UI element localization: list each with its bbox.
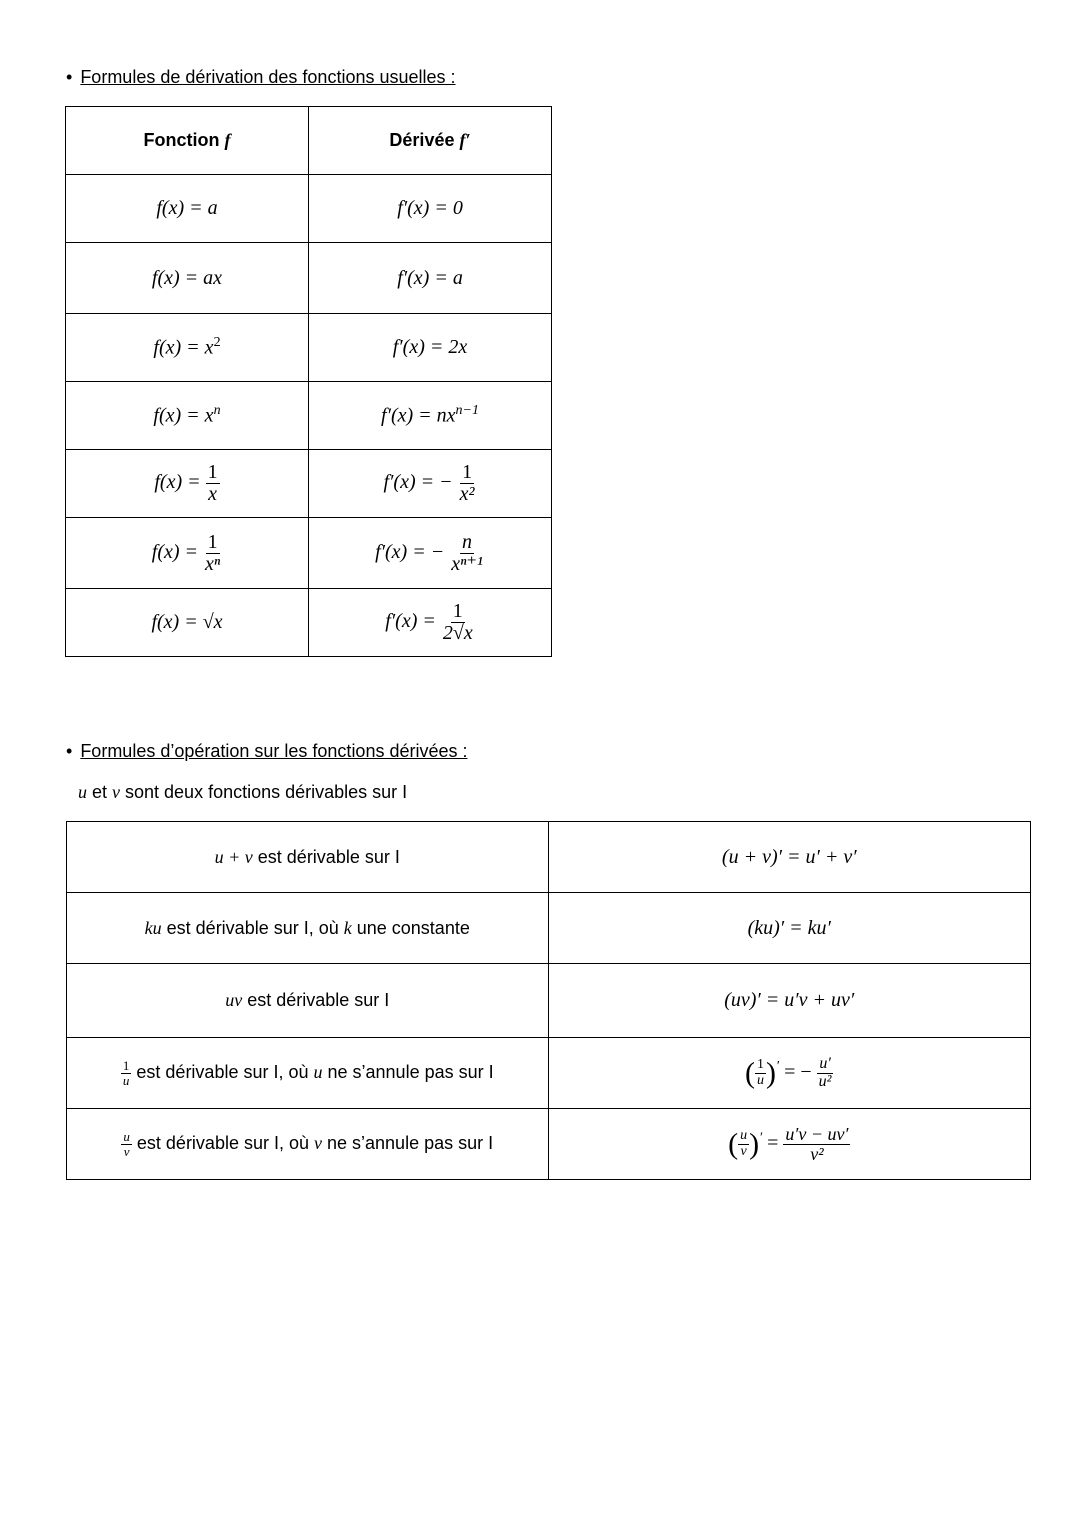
condition-text: est dérivable sur I: [252, 846, 400, 867]
derivative-cell: f′(x) = 2x: [309, 314, 552, 382]
bullet: •: [66, 741, 73, 761]
numerator: 1: [122, 1057, 130, 1073]
intro-rest: sont deux fonctions dérivables sur I: [120, 782, 408, 802]
function-cell: f(x) = ax: [66, 243, 309, 314]
header-function-var: f: [224, 130, 231, 150]
fraction: [738, 1129, 749, 1159]
derivative-operations-table: [66, 821, 1031, 1180]
formula-cell: ( $\frac{1}{u}$ )′ = − $\frac{u'}{\text{u²}}$: [548, 1038, 1030, 1109]
formula-cell: ( $\frac{u}{v}$ )′ = $\frac{u'v - uv'}{\text{v²}}$: [548, 1109, 1030, 1180]
table-row: [67, 1109, 1031, 1180]
bullet: •: [66, 67, 73, 87]
table-row: [66, 243, 552, 314]
condition-cell: [67, 1038, 549, 1109]
condition-cell: [67, 964, 549, 1038]
denominator: v: [123, 1143, 130, 1159]
function-lhs: f(x) =: [154, 471, 201, 494]
math-expr: k: [343, 917, 352, 938]
formula-cell: (u + v)′ = u′ + v′: [548, 822, 1030, 893]
function-cell: f(x) = a: [66, 175, 309, 243]
math-expr: v: [314, 1132, 322, 1153]
numerator: u′: [819, 1054, 831, 1072]
denominator: u: [122, 1072, 130, 1088]
denominator: x²: [459, 483, 475, 505]
fraction: [203, 532, 222, 575]
denominator: v²: [810, 1143, 824, 1164]
numerator: u′v − uv′: [785, 1123, 849, 1144]
fraction: [458, 462, 477, 505]
condition-text: une constante: [351, 917, 470, 938]
denominator: v: [740, 1143, 747, 1159]
numerator: n: [462, 530, 473, 553]
header-function: [66, 107, 309, 175]
derivative-lhs: f′(x) = −: [383, 471, 453, 494]
function-cell: [66, 450, 309, 518]
header-function-label: Fonction: [143, 130, 220, 150]
function-cell: [66, 314, 309, 382]
table-row: [66, 518, 552, 589]
numerator: 1: [207, 530, 218, 553]
fraction: [121, 1059, 132, 1087]
section-heading-derivative-operations: [66, 741, 468, 762]
exponent: n: [213, 403, 221, 419]
denominator: xⁿ: [205, 552, 221, 575]
table-row: [66, 314, 552, 382]
condition-cell: [67, 1109, 549, 1180]
condition-cell: [67, 893, 549, 964]
function-lhs: f(x) =: [151, 540, 199, 563]
condition-text: ne s’annule pas sur I: [322, 1061, 494, 1082]
intro-sentence: [78, 782, 407, 803]
table-row: [66, 450, 552, 518]
derivative-cell: f′(x) = a: [309, 243, 552, 314]
derivative-cell: f′(x) = 0: [309, 175, 552, 243]
function-cell: f(x) = √x: [66, 589, 309, 657]
derivative-cell: [309, 450, 552, 518]
derivative-lhs: f′(x) = −: [375, 540, 445, 563]
formula-cell: (uv)′ = u′v + uv′: [548, 964, 1030, 1038]
math-expr: u + v: [214, 846, 253, 867]
function-lhs: f(x) = x: [153, 336, 214, 359]
derivative-lhs: f′(x) =: [385, 610, 436, 633]
condition-text: est dérivable sur I, où: [161, 917, 344, 938]
condition-cell: [67, 822, 549, 893]
function-cell: [66, 382, 309, 450]
derivative-cell: [309, 589, 552, 657]
condition-text: est dérivable sur I, où: [136, 1061, 314, 1082]
var-v: v: [112, 782, 121, 802]
table-row: [67, 822, 1031, 893]
denominator: 2√x: [442, 622, 473, 644]
derivative-cell: [309, 518, 552, 589]
fraction: [783, 1125, 850, 1164]
equals: =: [767, 1131, 779, 1154]
condition-text: est dérivable sur I, où: [136, 1132, 314, 1153]
math-expr: ku: [144, 917, 162, 938]
denominator: u²: [818, 1072, 832, 1090]
numerator: u: [123, 1128, 130, 1144]
numerator: 1: [757, 1056, 765, 1072]
fraction: [121, 1130, 132, 1158]
derivative-cell: [309, 382, 552, 450]
denominator: x: [208, 483, 218, 505]
table-row: [67, 964, 1031, 1038]
condition-text: ne s’annule pas sur I: [322, 1132, 494, 1153]
fraction: [441, 601, 475, 644]
condition-text: est dérivable sur I: [242, 990, 390, 1010]
table-row: [67, 1038, 1031, 1109]
denominator: u: [757, 1072, 765, 1088]
fraction: [755, 1058, 766, 1088]
fraction: [449, 532, 485, 575]
table-header-row: [66, 107, 552, 175]
formula-cell: (ku)′ = ku′: [548, 893, 1030, 964]
table-row: [67, 893, 1031, 964]
equals: = −: [784, 1060, 812, 1083]
derivative-lhs: f′(x) = nx: [381, 404, 456, 427]
table-row: [66, 589, 552, 657]
exponent: 2: [213, 335, 221, 351]
exponent: n−1: [455, 403, 479, 419]
fraction: [817, 1056, 834, 1091]
header-derivative: [309, 107, 552, 175]
header-derivative-var: f′: [459, 130, 471, 150]
intro-and: et: [87, 782, 113, 802]
numerator: 1: [452, 600, 463, 622]
heading-text: Formules de dérivation des fonctions usuelles :: [80, 67, 456, 87]
heading-text: Formules d’opération sur les fonctions dérivées :: [80, 741, 468, 761]
table-row: [66, 382, 552, 450]
numerator: 1: [462, 461, 473, 483]
header-derivative-label: Dérivée: [389, 130, 455, 150]
function-lhs: f(x) = x: [153, 404, 214, 427]
math-expr: uv: [225, 990, 243, 1010]
numerator: u: [740, 1127, 748, 1143]
section-heading-usual-derivatives: [66, 67, 456, 88]
function-cell: [66, 518, 309, 589]
table-row: [66, 175, 552, 243]
numerator: 1: [207, 461, 218, 483]
math-expr: u: [313, 1061, 323, 1082]
fraction: [206, 462, 220, 505]
usual-derivatives-table: [65, 106, 552, 657]
denominator: xⁿ⁺¹: [451, 552, 483, 575]
var-u: u: [78, 782, 87, 802]
